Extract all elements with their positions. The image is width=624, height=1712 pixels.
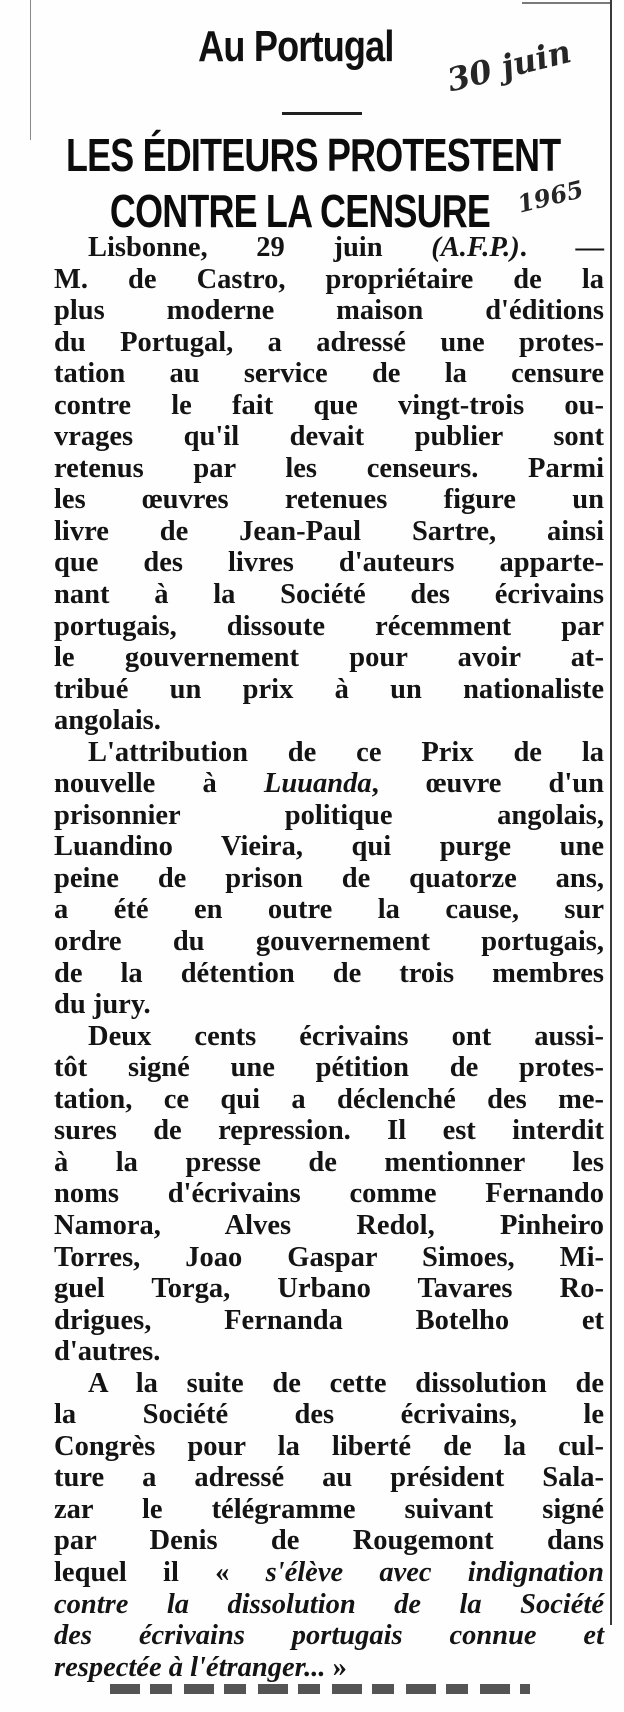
- article-line: [54, 358, 604, 390]
- article-line: [54, 516, 604, 548]
- handwritten-year-annotation: 1965: [514, 174, 587, 219]
- italic-text: (A.F.P.): [431, 232, 520, 263]
- text-segment: , œuvre d'un: [371, 768, 604, 800]
- article-line: [54, 579, 604, 611]
- article-line: [54, 642, 604, 674]
- italic-text: contre la dissolution de la Société: [54, 1588, 604, 1620]
- article-line: [54, 1462, 604, 1494]
- article-line: [54, 705, 604, 737]
- article-line: [54, 484, 604, 516]
- article-line: [54, 737, 604, 769]
- text-segment: M. de Castro, propriétaire de la: [54, 263, 604, 295]
- frame-left-edge: [30, 0, 31, 140]
- text-segment: tribué un prix à un nationaliste: [54, 673, 604, 705]
- italic-text: respectée à l'étranger...: [54, 1651, 326, 1683]
- headline-rule: [282, 112, 362, 115]
- text-segment: à la presse de mentionner les: [54, 1146, 604, 1178]
- text-segment: le gouvernement pour avoir at-: [54, 642, 604, 674]
- article-line: [54, 1557, 604, 1589]
- article-line: [54, 800, 604, 832]
- text-segment: peine de prison de quatorze ans,: [54, 862, 604, 894]
- article-line: [54, 1431, 604, 1463]
- article-line: [54, 1178, 604, 1210]
- bottom-divider: [110, 1684, 530, 1694]
- article-line: [54, 327, 604, 359]
- text-segment: Deux cents écrivains ont aussi-: [88, 1020, 604, 1052]
- text-segment: contre le fait que vingt-trois ou-: [54, 389, 604, 421]
- text-segment: guel Torga, Urbano Tavares Ro-: [54, 1273, 604, 1305]
- text-segment: lequel il «: [54, 1556, 266, 1588]
- headline-line-1: LES ÉDITEURS PROTESTENT: [66, 129, 561, 181]
- article-line: [54, 1021, 604, 1053]
- text-segment: noms d'écrivains comme Fernando: [54, 1178, 604, 1210]
- text-segment: retenus par les censeurs. Parmi: [54, 452, 604, 484]
- text-segment: les œuvres retenues figure un: [54, 484, 604, 516]
- article-line: [54, 768, 604, 800]
- article-line: [54, 547, 604, 579]
- article-line: [54, 1147, 604, 1179]
- article-line: [54, 1589, 604, 1621]
- article-line: [54, 1115, 604, 1147]
- article-line: [54, 1273, 604, 1305]
- text-segment: A la suite de cette dissolution de: [88, 1367, 604, 1399]
- article-line: [54, 989, 604, 1021]
- text-segment: Namora, Alves Redol, Pinheiro: [54, 1209, 604, 1241]
- italic-text: Luuanda: [263, 768, 372, 800]
- article-line: [54, 611, 604, 643]
- italic-text: s'élève avec indignation: [265, 1556, 604, 1588]
- text-segment: livre de Jean-Paul Sartre, ainsi: [54, 515, 604, 547]
- text-segment: prisonnier politique angolais,: [54, 799, 604, 831]
- article-line: [54, 863, 604, 895]
- text-segment: nouvelle à: [54, 768, 264, 800]
- text-segment: drigues, Fernanda Botelho et: [54, 1304, 604, 1336]
- article-line: [54, 232, 604, 264]
- text-segment: sures de repression. Il est interdit: [54, 1115, 604, 1147]
- text-segment: angolais.: [54, 705, 161, 737]
- article-line: [54, 1210, 604, 1242]
- text-segment: Luandino Vieira, qui purge une: [54, 831, 604, 863]
- article-line: [54, 831, 604, 863]
- text-segment: ture a adressé au président Sala-: [54, 1462, 604, 1494]
- text-segment: portugais, dissoute récemment par: [54, 610, 604, 642]
- text-segment: Lisbonne, 29 juin: [88, 232, 432, 263]
- text-segment: a été en outre la cause, sur: [54, 894, 604, 926]
- article-line: [54, 295, 604, 327]
- text-segment: . —: [519, 232, 604, 263]
- text-segment: tôt signé une pétition de protes-: [54, 1052, 604, 1084]
- article-line: [54, 1494, 604, 1526]
- text-segment: du Portugal, a adressé une protes-: [54, 326, 604, 358]
- article-line: [54, 1336, 604, 1368]
- frame-top-edge: [522, 2, 612, 4]
- text-segment: par Denis de Rougemont dans: [54, 1525, 604, 1557]
- text-segment: L'attribution de ce Prix de la: [88, 736, 604, 768]
- italic-text: des écrivains portugais connue et: [54, 1620, 604, 1652]
- frame-right-edge: [610, 0, 612, 1625]
- article-line: [54, 1242, 604, 1274]
- article-line: [54, 1084, 604, 1116]
- article-line: [54, 1620, 604, 1652]
- text-segment: zar le télégramme suivant signé: [54, 1493, 604, 1525]
- article-line: [54, 1399, 604, 1431]
- text-segment: du jury.: [54, 989, 151, 1021]
- handwritten-date-annotation: 30 juin: [443, 32, 575, 100]
- article-line: [54, 1368, 604, 1400]
- text-segment: que des livres d'auteurs apparte-: [54, 547, 604, 579]
- article-line: [54, 958, 604, 990]
- article-line: [54, 264, 604, 296]
- text-segment: Congrès pour la liberté de la cul-: [54, 1430, 604, 1462]
- text-segment: d'autres.: [54, 1336, 161, 1368]
- article-line: [54, 453, 604, 485]
- text-segment: plus moderne maison d'éditions: [54, 295, 604, 327]
- text-segment: tation, ce qui a déclenché des me-: [54, 1083, 604, 1115]
- text-segment: Torres, Joao Gaspar Simoes, Mi-: [54, 1241, 604, 1273]
- article-line: [54, 894, 604, 926]
- article-line: [54, 1652, 604, 1684]
- text-segment: de la détention de trois membres: [54, 957, 604, 989]
- text-segment: tation au service de la censure: [54, 358, 604, 390]
- text-segment: la Société des écrivains, le: [54, 1399, 604, 1431]
- article-line: [54, 390, 604, 422]
- text-segment: nant à la Société des écrivains: [54, 579, 604, 611]
- headline-line-2: CONTRE LA CENSURE: [109, 185, 491, 237]
- article-line: [54, 1052, 604, 1084]
- text-segment: »: [325, 1651, 347, 1683]
- article-line: [54, 926, 604, 958]
- kicker-headline: Au Portugal: [198, 22, 394, 71]
- article-body: [54, 232, 604, 1683]
- article-line: [54, 1305, 604, 1337]
- text-segment: ordre du gouvernement portugais,: [54, 926, 604, 958]
- text-segment: vrages qu'il devait publier sont: [54, 421, 604, 453]
- article-line: [54, 1525, 604, 1557]
- article-line: [54, 674, 604, 706]
- article-line: [54, 421, 604, 453]
